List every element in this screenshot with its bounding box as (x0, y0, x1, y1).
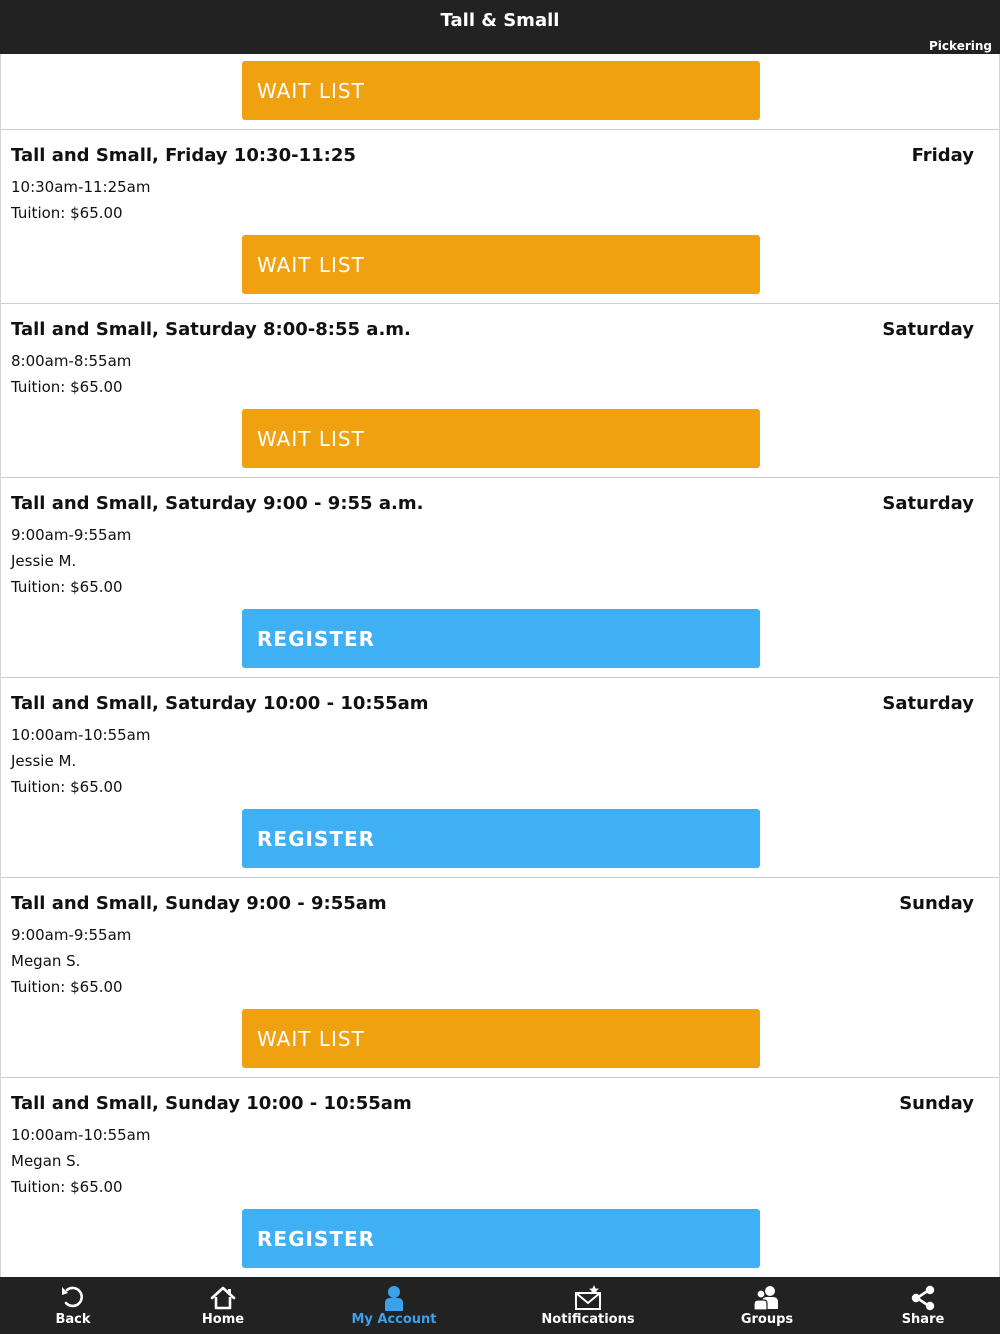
class-card (0, 678, 1000, 878)
class-name: Tall and Small, Sunday 10:00 - 10:55am (11, 1093, 412, 1114)
wait-list-button[interactable]: WAIT LIST (242, 61, 760, 120)
class-tuition: Tuition: $65.00 (11, 1178, 123, 1196)
class-instructor: Megan S. (11, 952, 81, 970)
class-time: 9:00am-9:55am (11, 926, 132, 944)
tab-back[interactable] (22, 1277, 124, 1334)
class-name: Tall and Small, Saturday 8:00-8:55 a.m. (11, 319, 411, 340)
wait-list-button[interactable]: WAIT LIST (242, 1009, 760, 1068)
account-icon (380, 1284, 408, 1312)
tab-label: Home (201, 1312, 245, 1327)
tab-label: Back (55, 1312, 91, 1327)
class-day: Friday (911, 145, 974, 166)
class-tuition: Tuition: $65.00 (11, 204, 123, 222)
bottom-tab-bar (0, 1277, 1000, 1334)
page-title: Tall & Small (440, 10, 560, 31)
class-tuition: Tuition: $65.00 (11, 578, 123, 596)
groups-icon (753, 1284, 781, 1312)
class-card (0, 1078, 1000, 1277)
wait-list-button[interactable]: WAIT LIST (242, 235, 760, 294)
class-day: Sunday (899, 1093, 974, 1114)
tab-label: My Account (351, 1312, 437, 1327)
app-header (0, 0, 1000, 54)
class-instructor: Jessie M. (11, 552, 77, 570)
tab-groups[interactable] (716, 1277, 818, 1334)
tab-home[interactable] (172, 1277, 274, 1334)
class-day: Saturday (882, 319, 974, 340)
tab-label: Share (901, 1312, 945, 1327)
class-time: 10:30am-11:25am (11, 178, 151, 196)
class-tuition: Tuition: $65.00 (11, 378, 123, 396)
class-instructor: Jessie M. (11, 752, 77, 770)
tab-label: Notifications (541, 1312, 635, 1327)
register-button[interactable]: REGISTER (242, 1209, 760, 1268)
class-name: Tall and Small, Sunday 9:00 - 9:55am (11, 893, 387, 914)
class-time: 10:00am-10:55am (11, 726, 151, 744)
class-day: Saturday (882, 493, 974, 514)
tab-my-account[interactable] (329, 1277, 459, 1334)
class-card (0, 304, 1000, 478)
class-name: Tall and Small, Saturday 10:00 - 10:55am (11, 693, 429, 714)
class-tuition: Tuition: $65.00 (11, 978, 123, 996)
share-icon (909, 1284, 937, 1312)
wait-list-button[interactable]: WAIT LIST (242, 409, 760, 468)
class-card (0, 54, 1000, 130)
tab-notifications[interactable] (530, 1277, 646, 1334)
register-button[interactable]: REGISTER (242, 609, 760, 668)
class-time: 8:00am-8:55am (11, 352, 132, 370)
tab-label: Groups (740, 1312, 794, 1327)
class-tuition: Tuition: $65.00 (11, 778, 123, 796)
class-name: Tall and Small, Friday 10:30-11:25 (11, 145, 356, 166)
back-icon (59, 1284, 87, 1312)
class-list[interactable] (0, 54, 1000, 1277)
class-card (0, 130, 1000, 304)
register-button[interactable]: REGISTER (242, 809, 760, 868)
class-name: Tall and Small, Saturday 9:00 - 9:55 a.m. (11, 493, 424, 514)
class-time: 10:00am-10:55am (11, 1126, 151, 1144)
class-day: Saturday (882, 693, 974, 714)
class-instructor: Megan S. (11, 1152, 81, 1170)
location-label: Pickering (929, 39, 992, 53)
tab-share[interactable] (872, 1277, 974, 1334)
notifications-icon (574, 1284, 602, 1312)
class-card (0, 478, 1000, 678)
class-card (0, 878, 1000, 1078)
class-time: 9:00am-9:55am (11, 526, 132, 544)
home-icon (209, 1284, 237, 1312)
class-day: Sunday (899, 893, 974, 914)
